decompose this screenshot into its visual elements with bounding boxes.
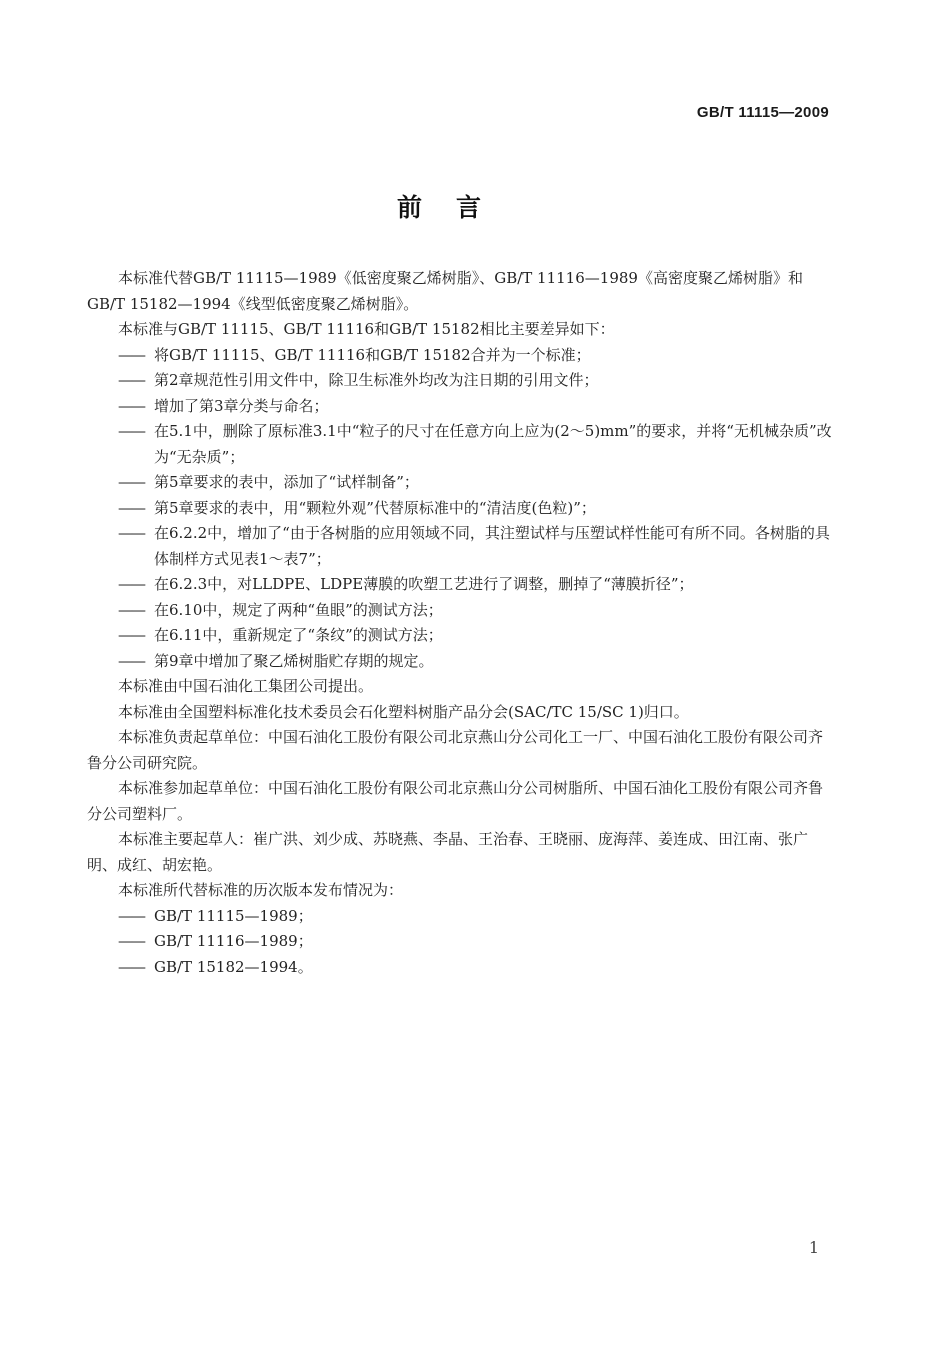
dash-marker: —— xyxy=(118,473,144,491)
list-item-text: 第2章规范性引用文件中，除卫生标准外均改为注日期的引用文件； xyxy=(154,371,599,389)
list-item-text: 增加了第3章分类与命名； xyxy=(154,396,329,415)
list-item xyxy=(87,496,832,522)
drafting-units-paragraph: 本标准负责起草单位：中国石油化工股份有限公司北京燕山分公司化工一厂、中国石油化工股份有限公司齐鲁分公司研究院。 xyxy=(87,728,824,772)
history-intro: 本标准所代替标准的历次版本发布情况为： xyxy=(118,881,404,899)
list-item-text: GB/T 11116—1989； xyxy=(154,932,313,950)
dash-marker: —— xyxy=(118,651,144,670)
list-item xyxy=(87,623,832,649)
dash-marker: —— xyxy=(118,498,144,517)
list-item xyxy=(87,394,832,420)
dash-marker: —— xyxy=(118,957,144,976)
dash-marker: —— xyxy=(118,575,144,593)
list-item-text: 第9章中增加了聚乙烯树脂贮存期的规定。 xyxy=(154,651,434,670)
foreword-body xyxy=(87,266,832,980)
list-item-text: GB/T 15182—1994。 xyxy=(154,957,313,976)
list-item xyxy=(87,929,832,955)
replaced-standards-paragraph: 本标准代替GB/T 11115—1989《低密度聚乙烯树脂》、GB/T 11116—1989《高密度聚乙烯树脂》和GB/T 15182—1994《线型低密度聚乙烯树脂》。 xyxy=(87,269,803,313)
dash-marker: —— xyxy=(118,422,144,440)
dash-marker: —— xyxy=(118,396,144,415)
differences-intro: 本标准与GB/T 11115、GB/T 11116和GB/T 15182相比主要差异如下： xyxy=(118,320,615,338)
list-item xyxy=(87,521,832,572)
list-item xyxy=(87,649,832,675)
list-item-text: 第5章要求的表中，用“颗粒外观”代替原标准中的“清洁度(色粒)”； xyxy=(154,498,596,517)
dash-marker: —— xyxy=(118,906,144,925)
committee-paragraph: 本标准由全国塑料标准化技术委员会石化塑料树脂产品分会(SAC/TC 15/SC 1)归口。 xyxy=(118,702,689,721)
page-title: 前言 xyxy=(396,193,515,222)
drafters-paragraph: 本标准主要起草人：崔广洪、刘少成、苏晓燕、李晶、王治春、王晓丽、庞海萍、姜连成、田江南、张广明、成红、胡宏艳。 xyxy=(87,830,809,874)
list-item-text: 在6.11中，重新规定了“条纹”的测试方法； xyxy=(154,626,443,644)
dash-marker: —— xyxy=(118,524,144,542)
list-item-text: GB/T 11115—1989； xyxy=(154,906,313,925)
list-item xyxy=(87,470,832,496)
dash-marker: —— xyxy=(118,932,144,950)
participating-units-paragraph: 本标准参加起草单位：中国石油化工股份有限公司北京燕山分公司树脂所、中国石油化工股份有限公司齐鲁分公司塑料厂。 xyxy=(87,779,824,823)
dash-marker: —— xyxy=(118,626,144,644)
list-item-text: 在5.1中，删除了原标准3.1中“粒子的尺寸在任意方向上应为(2～5)mm”的要求，并将“无机械杂质”改为“无杂质”； xyxy=(154,422,832,466)
list-item-text: 在6.2.3中，对LLDPE、LDPE薄膜的吹塑工艺进行了调整，删掉了“薄膜折径”； xyxy=(154,575,694,593)
page-number: 1 xyxy=(808,1238,819,1257)
list-item-text: 第5章要求的表中，添加了“试样制备”； xyxy=(154,473,419,491)
dash-marker: —— xyxy=(118,600,144,619)
list-item xyxy=(87,904,832,930)
list-item-text: 在6.2.2中，增加了“由于各树脂的应用领域不同，其注塑试样与压塑试样性能可有所不同。各树脂的具体制样方式见表1～表7”； xyxy=(154,524,830,568)
dash-marker: —— xyxy=(118,371,144,389)
list-item xyxy=(87,572,832,598)
differences-list xyxy=(87,343,832,675)
history-list xyxy=(87,904,832,981)
standard-code: GB/T 11115—2009 xyxy=(696,104,829,121)
list-item xyxy=(87,419,832,470)
list-item-text: 在6.10中，规定了两种“鱼眼”的测试方法； xyxy=(154,600,443,619)
proposer-paragraph: 本标准由中国石油化工集团公司提出。 xyxy=(118,677,374,695)
list-item-text: 将GB/T 11115、GB/T 11116和GB/T 15182合并为一个标准； xyxy=(154,345,591,364)
list-item xyxy=(87,598,832,624)
list-item xyxy=(87,368,832,394)
dash-marker: —— xyxy=(118,345,144,364)
list-item xyxy=(87,343,832,369)
list-item xyxy=(87,955,832,981)
